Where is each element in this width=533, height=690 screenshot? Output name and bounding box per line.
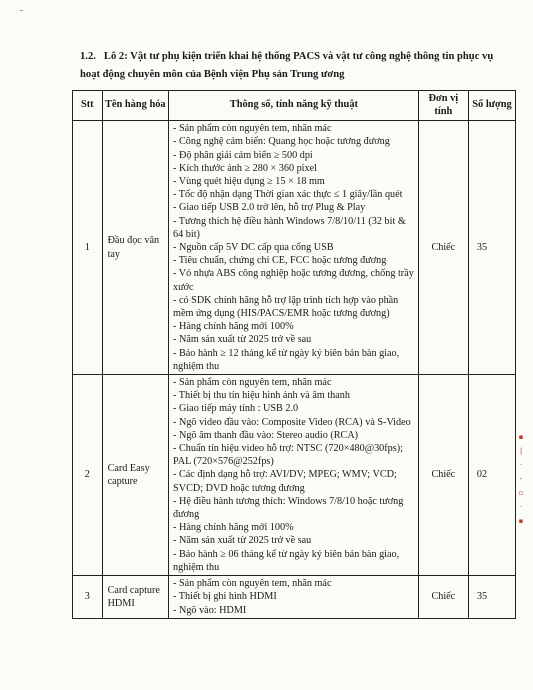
spec-line: - Thiết bị ghi hình HDMI [173, 591, 277, 603]
spec-line: - Hàng chính hãng mới 100% [173, 321, 294, 333]
scan-margin-mark: ▪ | · ꞏ ▫ · ▪ [518, 433, 524, 525]
spec-line: - Ngõ video đầu vào: Composite Video (RCA) và S-Video [173, 416, 411, 428]
row-specs [169, 576, 419, 619]
spec-line: - Nguồn cấp 5V DC cấp qua cổng USB [173, 242, 334, 254]
spec-line: - Độ phân giải cảm biến ≥ 500 dpi [173, 149, 313, 161]
spec-line: - Ngõ vào: HDMI [173, 604, 247, 616]
row-qty: 35 [468, 121, 515, 375]
row-unit: Chiếc [418, 375, 468, 576]
header-stt: Stt [73, 91, 103, 121]
spec-line: - Các định dạng hỗ trợ: AVI/DV; MPEG; WMV; VCD; SVCD; DVD hoặc tương đương [173, 469, 397, 494]
header-qty: Số lượng [468, 91, 515, 121]
spec-line: - Công nghệ cảm biến: Quang học hoặc tương đương [173, 136, 390, 148]
scan-speck [20, 10, 23, 11]
row-specs [169, 375, 419, 576]
spec-line: - Tương thích hệ điều hành Windows 7/8/10/11 (32 bit & 64 bit) [173, 215, 406, 240]
section-number: 1.2. [80, 51, 96, 62]
spec-line: - Chuẩn tín hiệu video hỗ trợ: NTSC (720×480@30fps); PAL (720×576@252fps) [173, 443, 403, 468]
spec-line: - Sản phẩm còn nguyên tem, nhãn mác [173, 578, 332, 590]
header-unit: Đơn vị tính [418, 91, 468, 121]
row-stt: 1 [73, 121, 103, 375]
specification-table [72, 90, 516, 619]
spec-line: - Sản phẩm còn nguyên tem, nhãn mác [173, 377, 332, 389]
spec-line: - Vùng quét hiệu dụng ≥ 15 × 18 mm [173, 176, 325, 187]
row-stt: 2 [73, 375, 103, 576]
spec-line: - Thiết bị thu tín hiệu hình ảnh và âm thanh [173, 390, 350, 402]
header-name: Tên hàng hóa [102, 91, 168, 121]
table-row [73, 121, 516, 375]
spec-line: - Năm sản xuất từ 2025 trở về sau [173, 334, 312, 346]
row-unit: Chiếc [418, 121, 468, 375]
spec-line: - Bảo hành ≥ 06 tháng kể từ ngày ký biên bản bàn giao, nghiệm thu [173, 548, 400, 573]
row-name: Card Easy capture [102, 375, 168, 576]
row-unit: Chiếc [418, 576, 468, 619]
spec-line: - Tốc độ nhận dạng Thời gian xác thực ≤ 1 giây/lần quét [173, 189, 403, 201]
spec-line: - Hàng chính hãng mới 100% [173, 522, 294, 534]
row-name: Card capture HDMI [102, 576, 168, 619]
spec-line: - Giao tiếp USB 2.0 trở lên, hỗ trợ Plug & Play [173, 202, 366, 214]
table-row [73, 375, 516, 576]
spec-line: - Tiêu chuẩn, chứng chỉ CE, FCC hoặc tương đương [173, 255, 387, 267]
row-qty: 35 [468, 576, 515, 619]
spec-line: - Sản phẩm còn nguyên tem, nhãn mác [173, 123, 332, 135]
row-specs [169, 121, 419, 375]
spec-line: - Năm sản xuất từ 2025 trở về sau [173, 535, 312, 547]
spec-line: - Bảo hành ≥ 12 tháng kể từ ngày ký biên bản bàn giao, nghiệm thu [173, 347, 400, 372]
section-heading [80, 48, 500, 84]
row-stt: 3 [73, 576, 103, 619]
spec-line: - có SDK chính hãng hỗ trợ lập trình tích hợp vào phần mềm ứng dụng (HIS/PACS/EMR hoặc tương đương) [173, 294, 399, 320]
section-title: Lô 2: Vật tư phụ kiện triển khai hệ thống PACS và vật tư công nghệ thông tin phục vụ hoạt động chuyên môn của Bệnh viện Phụ sản Trung ương [80, 51, 494, 80]
table-header-row [73, 91, 516, 121]
row-qty: 02 [468, 375, 515, 576]
spec-line: - Vỏ nhựa ABS công nghiệp hoặc tương đương, chống trầy xước [173, 268, 414, 293]
header-spec: Thông số, tính năng kỹ thuật [169, 91, 419, 121]
spec-line: - Kích thước ảnh ≥ 280 × 360 pixel [173, 162, 317, 174]
table-row [73, 576, 516, 619]
spec-line: - Giao tiếp máy tính : USB 2.0 [173, 403, 299, 415]
row-name: Đầu đọc vân tay [102, 121, 168, 375]
spec-line: - Hệ điều hành tương thích: Windows 7/8/10 hoặc tương đương [173, 495, 404, 521]
spec-line: - Ngõ âm thanh đầu vào: Stereo audio (RCA) [173, 429, 359, 441]
